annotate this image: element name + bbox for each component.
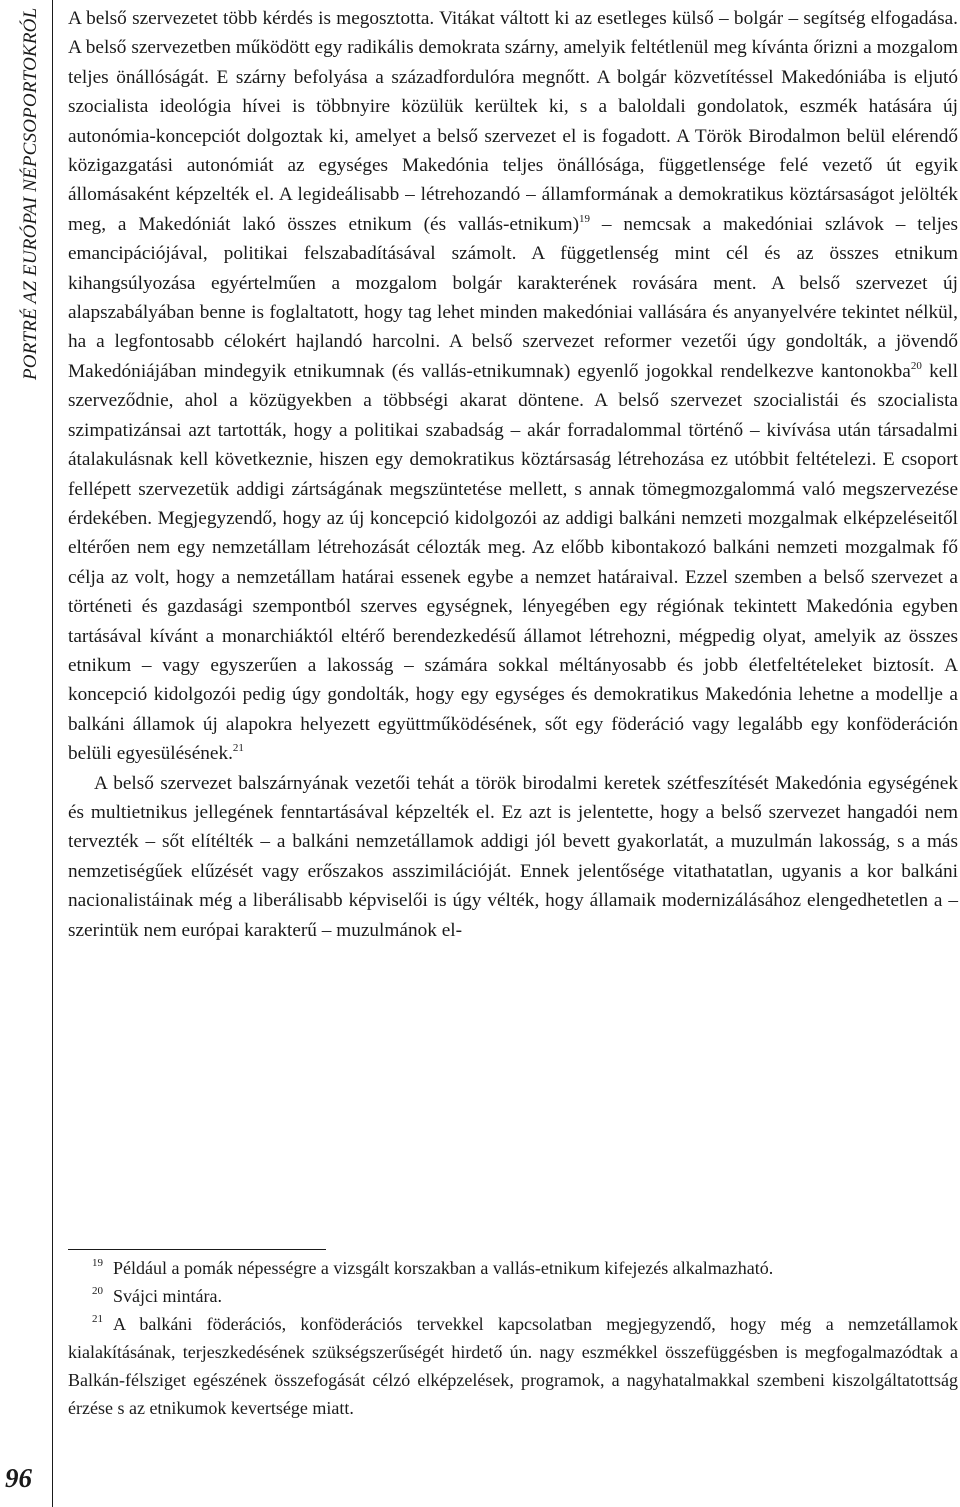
margin-rule: [52, 0, 53, 1507]
paragraph-1-part-2: – nemcsak a makedóniai szlávok – teljes emancipációjával, politikai felszabadításával számolt. A függetlenség mint cél és az összes etnikum kihangsúlyozása egyértelműen a mozgalom bolgár karakterének rovására ment. A belső szervezet új alapszabályában benne is foglaltatott, hogy tag lehet minden makedóniai vallására és anyanyelvére tekintet nélkül, ha a legfontosabb célokért hajlandó harcolni. A belső szervezet reformer vezetői úgy gondolták, a jövendő Makedóniájában mindegyik etnikumnak (és vallás-etnikumnak) egyenlő jogokkal rendelkezve kantonokba: [68, 213, 958, 382]
page-number: 96: [5, 1463, 32, 1493]
paragraph-1: [68, 4, 958, 769]
footnotes: [68, 1254, 958, 1422]
footnote-20: [68, 1282, 958, 1310]
footnote-text: Például a pomák népességre a vizsgált korszakban a vallás-etnikum kifejezés alkalmazható.: [113, 1258, 774, 1278]
paragraph-1-part-3: kell szerveződnie, ahol a közügyekben a többségi akarat döntene. A belső szervezet szocialistái és szocialista szimpatizánsai azt tartották, hogy a politikai szabadság – akár forradalommal történő – kivívása után társadalmi átalakulásnak kell következnie, hiszen egy demokratikus köztársaság létrehozása ez utóbbit feltételezi. E csoport fellépett szervezetük addigi zártságának megszüntetése mellett, s annak tömegmozgalommá való megszervezése érdekében. Megjegyzendő, hogy az új koncepció kidolgozói az addigi balkáni nemzeti mozgalmak elképzeléseitől eltérően nem egy nemzetállam létrehozását célozták meg. Az előbb kibontakozó balkáni nemzeti mozgalmak fő célja az volt, hogy a nemzetállam határai essenek egybe a nemzet határaival. Ezzel szemben a belső szervezet a történeti és gazdasági szempontból szerves egységnek, lényegében egy régiónak tekintett Makedónia egyben tartásával kívánt a monarchiáktól eltérő berendezkedésű államot létrehozni, mégpedig olyat, amelyik az összes etnikum – vagy egyszerűen a lakosság – számára sokkal méltányosabb és jobb életfeltételeket biztosít. A koncepció kidolgozói pedig úgy gondolták, hogy egy egységes és demokratikus Makedónia lehetne a modellje a balkáni államok új alapokra helyezett együttműködésének, sőt egy föderáció vagy legalább egy konföderáción belüli egyesülésének.: [68, 360, 958, 765]
footnote-number: 19: [92, 1257, 103, 1269]
running-title: PORTRÉ AZ EURÓPAI NÉPCSOPORTOKRÓL: [20, 8, 41, 381]
footnote-text: A balkáni föderációs, konföderációs tervekkel kapcsolatban megjegyzendő, hogy még a nemzetállamok kialakításának, terjeszkedésének szükségszerűségét hirdető ún. nagy eszmékkel összefüggésben is megfogalmazódtak a Balkán-félsziget egészének összefogását célzó elképzelések, programok, a nagyhatalmakkal szembeni kiszolgáltatottság érzése s az etnikumok kevertsége miatt.: [68, 1314, 958, 1418]
paragraph-1-part-1: A belső szervezetet több kérdés is megosztotta. Vitákat váltott ki az esetleges külső – bolgár – segítség elfogadása. A belső szervezetben működött egy radikális demokrata szárny, amelyik feltétlenül meg kívánta őrizni a mozgalom teljes önállóságát. E szárny befolyása a századfordulóra megnőtt. A bolgár közvetítéssel Makedóniába is eljutó szocialista ideológia hívei is többnyire közülük kerültek ki, s a baloldali gondolatok, eszmék hatására új autonómia-koncepciót dolgoztak ki, amelyet a belső szervezet el is fogadott. A Török Birodalmon belül elérendő közigazgatási autonómiát az egységes Makedónia teljes önállósága, függetlensége felé vezető út egyik állomásaként képzelték el. A legideálisabb – létrehozandó – államformának a demokratikus köztársaságot jelölték meg, a Makedóniát lakó összes etnikum (és vallás-etnikum): [68, 8, 958, 235]
paragraph-2: A belső szervezet balszárnyának vezetői tehát a török birodalmi keretek szétfeszítését Makedónia egységének és multietnikus jellegének fenntartásával képzelték el. Ez azt is jelentette, hogy a belső szervezet hangadói nem tervezték – sőt elítélték – a balkáni nemzetállamok addigi jól bevett gyakorlatát, a muzulmán lakosság, s a más nemzetiségűek elűzését vagy erőszakos asszimilációját. Ennek jelentősége vitathatatlan, ugyanis a kor balkáni nacionalistáinak még a liberálisabb képviselői is úgy vélték, hogy államaik modernizálásához elengedhetetlen a – szerintük nem európai karakterű – muzulmánok el-: [68, 772, 958, 941]
footnote-ref-19[interactable]: 19: [578, 212, 590, 225]
footnote-separator: [68, 1249, 326, 1250]
footnote-text: Svájci mintára.: [113, 1286, 222, 1306]
footnote-19: [68, 1254, 958, 1282]
footnote-ref-20[interactable]: 20: [910, 359, 922, 372]
footnote-21: [68, 1310, 958, 1422]
footnote-number: 20: [92, 1285, 103, 1297]
footnote-number: 21: [92, 1313, 103, 1325]
footnote-ref-21[interactable]: 21: [232, 742, 244, 755]
main-text: [68, 4, 958, 945]
